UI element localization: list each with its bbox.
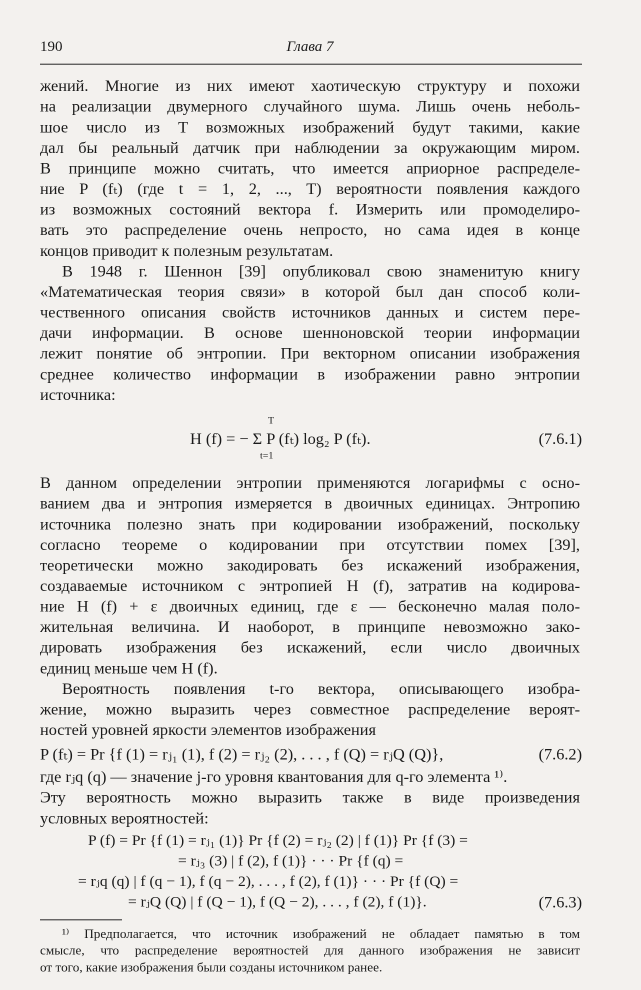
text-line: В 1948 г. Шеннон [39] опубликовал свою знаменитую книгу	[62, 261, 580, 281]
text-line: источника:	[40, 385, 116, 404]
equation-text: H (f) = − Σ P (fₜ) log₂ P (fₜ).	[190, 429, 371, 448]
text-line: создаваемые источником с энтропией H (f), затратив на кодирова-	[40, 576, 580, 595]
sum-lower-limit: t=1	[260, 450, 274, 462]
equation-text: P (fₜ) = Pr {f (1) = rⱼ₁ (1), f (2) = rⱼ₂ (2), . . . , f (Q) = rⱼQ (Q)},	[40, 744, 444, 764]
text-line: теоретически можно закодировать без искажений изображения,	[40, 555, 580, 575]
text-line: жение, можно выразить через совместное распределение вероят-	[40, 699, 580, 719]
equation-line: = rⱼ₃ (3) | f (2), f (1)} · · · Pr {f (q) =	[178, 852, 404, 870]
text-line: В принципе можно считать, что имеется априорное распределе-	[40, 158, 580, 178]
text-line: ностей уровней яркости элементов изображения	[40, 720, 376, 739]
footnote-rule	[40, 919, 122, 920]
equation-line: = rⱼQ (Q) | f (Q − 1), f (Q − 2), . . . , f (2), f (1)}.	[128, 893, 427, 911]
text-line: единиц меньше чем H (f).	[40, 658, 218, 678]
sum-upper-limit: T	[268, 415, 275, 427]
text-line: дачи информации. В основе шенноновской теории информации	[40, 323, 580, 343]
text-line: концов приводит к полезным результатам.	[40, 241, 334, 260]
text-line: на реализации двумерного случайного шума. Лишь очень неболь-	[40, 97, 580, 116]
text-line: дал бы реальный датчик при наблюдении за окружающим миром.	[40, 138, 580, 157]
text-line: источника полезно знать при кодировании изображений, поскольку	[40, 514, 580, 534]
footnote-line: ¹⁾ Предполагается, что источник изображений не обладает памятью в том	[62, 926, 580, 941]
text-line: ние P (fₜ) (где t = 1, 2, ..., T) вероятности появления каждого	[40, 179, 580, 198]
text-line: В данном определении энтропии применяются логарифмы с осно-	[40, 473, 580, 493]
text-line: согласно теореме о кодировании при отсутствии помех [39],	[40, 535, 580, 554]
page-number: 190	[40, 39, 63, 55]
chapter-title: Глава 7	[286, 39, 334, 55]
footnote-line: от того, какие изображения были созданы источником ранее.	[40, 959, 383, 975]
text-line: условных вероятностей:	[40, 808, 209, 828]
equation-number: (7.6.3)	[538, 892, 582, 912]
text-line: жительная величина. И наоборот, в принципе невозможно зако-	[40, 617, 580, 637]
text-line: ванием два и энтропия измеряется в двоичных единицах. Энтропию	[40, 493, 580, 513]
text-line: среднее количество информации в изображении равно энтропии	[40, 364, 580, 384]
text-line: ние H (f) + ε двоичных единиц, где ε — бесконечно малая поло-	[40, 596, 580, 616]
equation-number: (7.6.1)	[538, 429, 582, 448]
equation-line: = rⱼq (q) | f (q − 1), f (q − 2), . . . , f (2), f (1)} · · · Pr {f (Q) =	[78, 873, 459, 890]
text-line: жений. Многие из них имеют хаотическую структуру и похожи	[40, 76, 580, 96]
text-line: дировать изображения без искажений, если число двоичных	[40, 638, 580, 657]
equation-line: P (f) = Pr {f (1) = rⱼ₁ (1)} Pr {f (2) = rⱼ₂ (2) | f (1)} Pr {f (3) =	[88, 832, 468, 849]
text-line: где rⱼq (q) — значение j-го уровня квантования для q-го элемента ¹⁾.	[40, 767, 508, 787]
text-line: «Математическая теория связи» в которой был дан способ коли-	[40, 282, 580, 301]
equation-number: (7.6.2)	[538, 744, 582, 764]
text-line: из возможных состояний вектора f. Измерить или промоделиро-	[40, 199, 580, 219]
text-line: лежит понятие об энтропии. При векторном описании изображения	[40, 344, 580, 363]
text-line: Вероятность появления t-го вектора, описывающего изобра-	[62, 679, 580, 698]
text-line: вать это распределение очень непросто, но сама идея в конце	[40, 220, 580, 240]
footnote-line: смысле, что распределение вероятностей для данного изображения не зависит	[40, 942, 580, 958]
running-header	[40, 39, 580, 63]
text-line: шое число из T возможных изображений будут такими, какие	[40, 117, 580, 137]
header-rule	[40, 64, 582, 65]
text-line: Эту вероятность можно выразить также в виде произведения	[40, 788, 580, 807]
text-line: чественного описания свойств источников данных и систем пере-	[40, 302, 580, 322]
